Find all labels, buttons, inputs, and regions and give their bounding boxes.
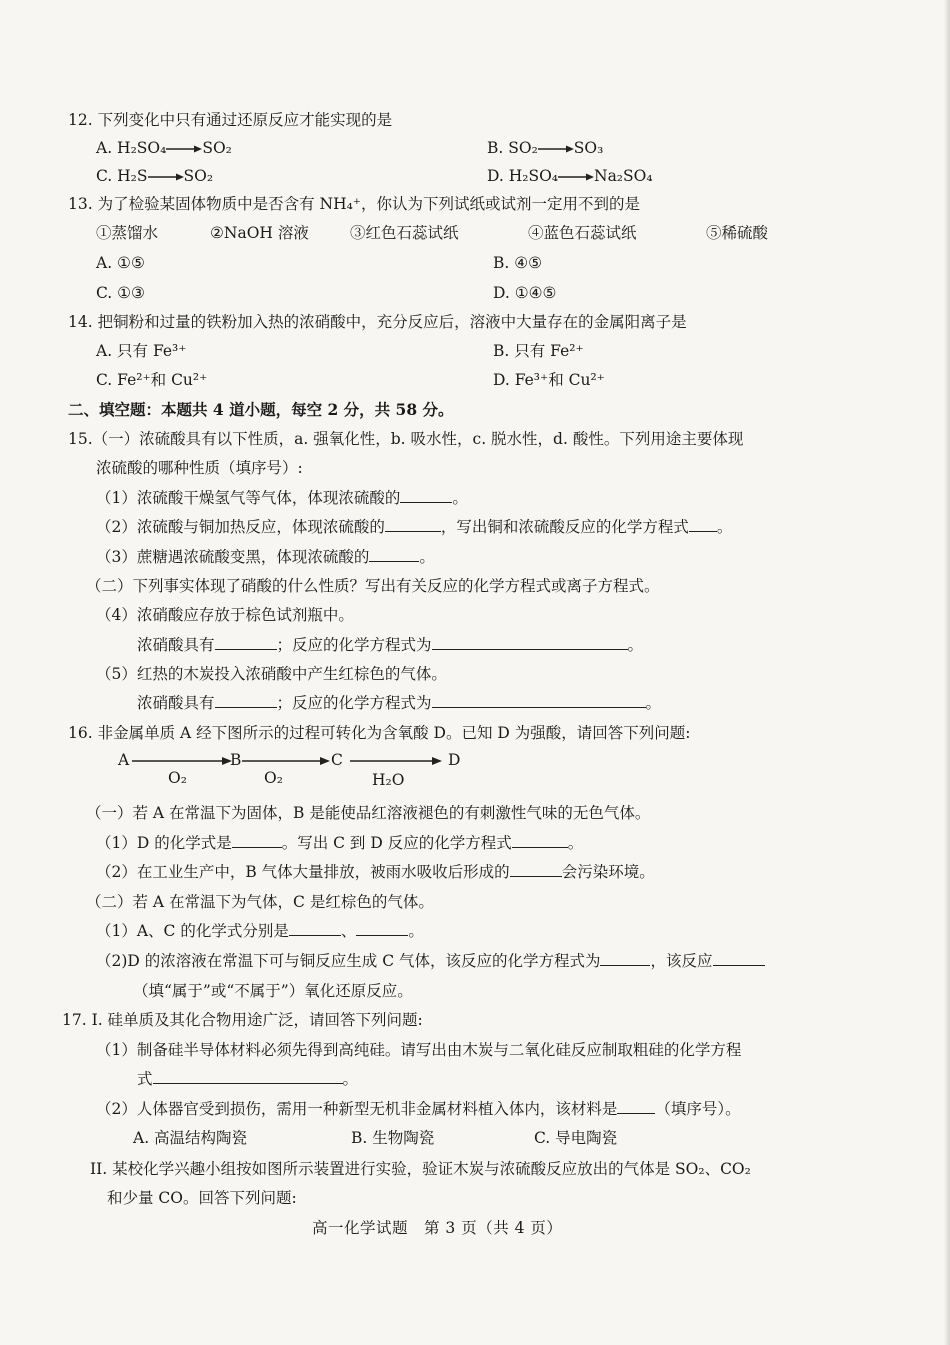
q17-option-b: B. 生物陶瓷 (351, 1129, 435, 1147)
q12-b-right: SO₃ (573, 139, 604, 157)
q13-item-3: ③红色石蕊试纸 (350, 224, 459, 242)
q16-stem: 16. 非金属单质 A 经下图所示的过程可转化为含氧酸 D。已知 D 为强酸，请回答下列问题: (68, 724, 691, 742)
q16-part-4-cont: （填“属于”或“不属于”）氧化还原反应。 (133, 982, 413, 1000)
arrow-icon (148, 167, 184, 187)
q13-stem: 13. 为了检验某固体物质中是否含有 NH₄⁺，你认为下列试纸或试剂一定用不到的是 (68, 195, 640, 213)
q15-part-5: （5）红热的木炭投入浓硝酸中产生红棕色的气体。 (96, 665, 447, 683)
q16-p3-end: 。 (408, 922, 424, 940)
answer-blank[interactable] (510, 862, 562, 877)
q15-p5-label-2: ；反应的化学方程式为 (276, 694, 432, 712)
q16-p3-sep: 、 (340, 922, 357, 940)
arrow-icon (132, 756, 232, 766)
q16-p4-text-2: ，该反应 (650, 952, 713, 970)
arrow-icon (166, 139, 202, 159)
q13-option-c: C. ①③ (96, 284, 145, 302)
q12-option-a (96, 138, 232, 159)
q17-p1-label: 式 (137, 1070, 153, 1088)
answer-blank[interactable] (215, 693, 277, 708)
q15-p3-text: （3）蔗糖遇浓硫酸变黑，体现浓硫酸的 (96, 548, 370, 566)
answer-blank[interactable] (432, 693, 646, 708)
answer-blank[interactable] (232, 833, 282, 848)
answer-blank[interactable] (369, 547, 419, 562)
answer-blank[interactable] (689, 517, 717, 532)
q16-part-one: （一）若 A 在常温下为固体，B 是能使品红溶液褪色的有刺激性气味的无色气体。 (86, 804, 651, 822)
q12-c-right: SO₂ (183, 167, 214, 185)
chain-reagent-2: O₂ (264, 769, 283, 787)
q16-part-3 (96, 921, 424, 941)
q13-item-5: ⑤稀硫酸 (706, 224, 769, 242)
q14-option-b: B. 只有 Fe²⁺ (493, 342, 584, 360)
q16-p2-end: 会污染环境。 (561, 863, 655, 881)
page-footer: 高一化学试题 第 3 页（共 4 页） (312, 1219, 563, 1237)
q13-item-2: ②NaOH 溶液 (210, 224, 309, 242)
q17-part-ii-cont: 和少量 CO。回答下列问题: (107, 1189, 297, 1207)
q15-line-1: 15.（一）浓硫酸具有以下性质，a. 强氧化性，b. 吸水性，c. 脱水性，d. 酸性。下列用途主要体现 (68, 430, 744, 448)
answer-blank[interactable] (356, 921, 408, 936)
q15-part-1 (96, 488, 468, 508)
q12-option-b (487, 138, 603, 159)
q12-d-right: Na₂SO₄ (594, 167, 653, 185)
arrow-icon (350, 756, 442, 766)
page-edge-shadow (944, 0, 950, 1345)
q15-p1-end: 。 (452, 489, 468, 507)
q15-p2-text: （2）浓硫酸与铜加热反应，体现浓硫酸的 (96, 518, 385, 536)
q15-p4-end: 。 (627, 636, 644, 654)
q12-a-right: SO₂ (202, 139, 232, 157)
q16-part-4 (96, 951, 765, 971)
q13-option-a: A. ①⑤ (96, 254, 145, 272)
q16-p2-text: （2）在工业生产中，B 气体大量排放，被雨水吸收后形成的 (96, 863, 510, 881)
q15-line-2: 浓硫酸的哪种性质（填序号）: (96, 459, 303, 477)
answer-blank[interactable] (289, 921, 341, 936)
reaction-chain-diagram (118, 748, 478, 790)
answer-blank[interactable] (385, 517, 441, 532)
q12-option-c (96, 166, 213, 187)
q13-item-4: ④蓝色石蕊试纸 (528, 224, 637, 242)
q17-part-ii: II. 某校化学兴趣小组按如图所示装置进行实验，验证木炭与浓硫酸反应放出的气体是 SO₂、CO₂ (90, 1160, 751, 1178)
q15-part-5-answer (137, 693, 661, 713)
q13-option-d: D. ①④⑤ (493, 284, 557, 302)
q12-a-left: A. H₂SO₄ (96, 139, 167, 157)
arrow-icon (558, 167, 594, 187)
q16-p1-text: （1）D 的化学式是 (96, 834, 232, 852)
q16-p1-text-2: 。写出 C 到 D 反应的化学方程式 (281, 834, 512, 852)
q15-part-2 (96, 517, 732, 537)
answer-blank[interactable] (512, 833, 568, 848)
chain-c: C (331, 751, 343, 769)
answer-blank[interactable] (153, 1069, 343, 1084)
q14-option-a: A. 只有 Fe³⁺ (96, 342, 187, 360)
q15-p1-text: （1）浓硫酸干燥氢气等气体，体现浓硫酸的 (96, 489, 401, 507)
q17-part-1: （1）制备硅半导体材料必须先得到高纯硅。请写出由木炭与二氧化硅反应制取粗硅的化学方程 (96, 1041, 742, 1059)
q16-p4-text: （2)D 的浓溶液在常温下可与铜反应生成 C 气体，该反应的化学方程式为 (96, 952, 601, 970)
q17-option-c: C. 导电陶瓷 (534, 1129, 618, 1147)
q17-p1-end: 。 (342, 1070, 359, 1088)
q15-p2-end: 。 (716, 518, 733, 536)
arrow-icon (538, 139, 574, 159)
q17-option-a: A. 高温结构陶瓷 (133, 1129, 248, 1147)
answer-blank[interactable] (215, 635, 277, 650)
q13-option-b: B. ④⑤ (493, 254, 543, 272)
q13-item-1: ①蒸馏水 (96, 224, 159, 242)
chain-b: B (230, 751, 242, 769)
q16-part-1 (96, 833, 583, 853)
q17-p2-end: （填序号）。 (655, 1100, 741, 1118)
q12-b-left: B. SO₂ (487, 139, 538, 157)
q12-d-left: D. H₂SO₄ (487, 167, 558, 185)
q17-part-2 (96, 1099, 741, 1119)
chain-a: A (118, 751, 130, 769)
q15-part-two: （二）下列事实体现了硝酸的什么性质？写出有关反应的化学方程式或离子方程式。 (86, 577, 660, 595)
q15-p4-label-2: ；反应的化学方程式为 (276, 636, 432, 654)
answer-blank[interactable] (600, 951, 650, 966)
q14-stem: 14. 把铜粉和过量的铁粉加入热的浓硝酸中，充分反应后，溶液中大量存在的金属阳离子是 (68, 313, 687, 331)
q15-p5-end: 。 (645, 694, 662, 712)
q15-p2-text-2: ，写出铜和浓硫酸反应的化学方程式 (440, 518, 689, 536)
q16-p1-end: 。 (567, 834, 584, 852)
section-heading: 二、填空题：本题共 4 道小题，每空 2 分，共 58 分。 (68, 400, 454, 419)
q17-line-1: 17. I. 硅单质及其化合物用途广泛，请回答下列问题: (62, 1011, 423, 1029)
q15-part-4-answer (137, 635, 643, 655)
q15-p4-label: 浓硝酸具有 (137, 636, 215, 654)
arrow-icon (242, 756, 330, 766)
q17-part-1-cont (137, 1069, 358, 1089)
q14-option-d: D. Fe³⁺和 Cu²⁺ (493, 371, 605, 389)
q17-p2-text: （2）人体器官受到损伤，需用一种新型无机非金属材料植入体内，该材料是 (96, 1100, 618, 1118)
q15-p3-end: 。 (419, 548, 435, 566)
q15-part-3 (96, 547, 435, 567)
q16-p3-text: （1）A、C 的化学式分别是 (96, 922, 289, 940)
q16-part-two: （二）若 A 在常温下为气体，C 是红棕色的气体。 (86, 893, 434, 911)
q12-stem: 12. 下列变化中只有通过还原反应才能实现的是 (68, 111, 393, 129)
chain-reagent-3: H₂O (372, 771, 405, 789)
answer-blank[interactable] (400, 488, 452, 503)
answer-blank[interactable] (617, 1099, 655, 1114)
q16-part-2 (96, 862, 655, 882)
chain-d: D (448, 751, 461, 769)
chain-reagent-1: O₂ (168, 769, 187, 787)
q15-part-4: （4）浓硝酸应存放于棕色试剂瓶中。 (96, 606, 354, 624)
q12-c-left: C. H₂S (96, 167, 148, 185)
q15-p5-label: 浓硝酸具有 (137, 694, 215, 712)
answer-blank[interactable] (432, 635, 628, 650)
q12-option-d (487, 166, 653, 187)
q14-option-c: C. Fe²⁺和 Cu²⁺ (96, 371, 208, 389)
answer-blank[interactable] (713, 951, 765, 966)
